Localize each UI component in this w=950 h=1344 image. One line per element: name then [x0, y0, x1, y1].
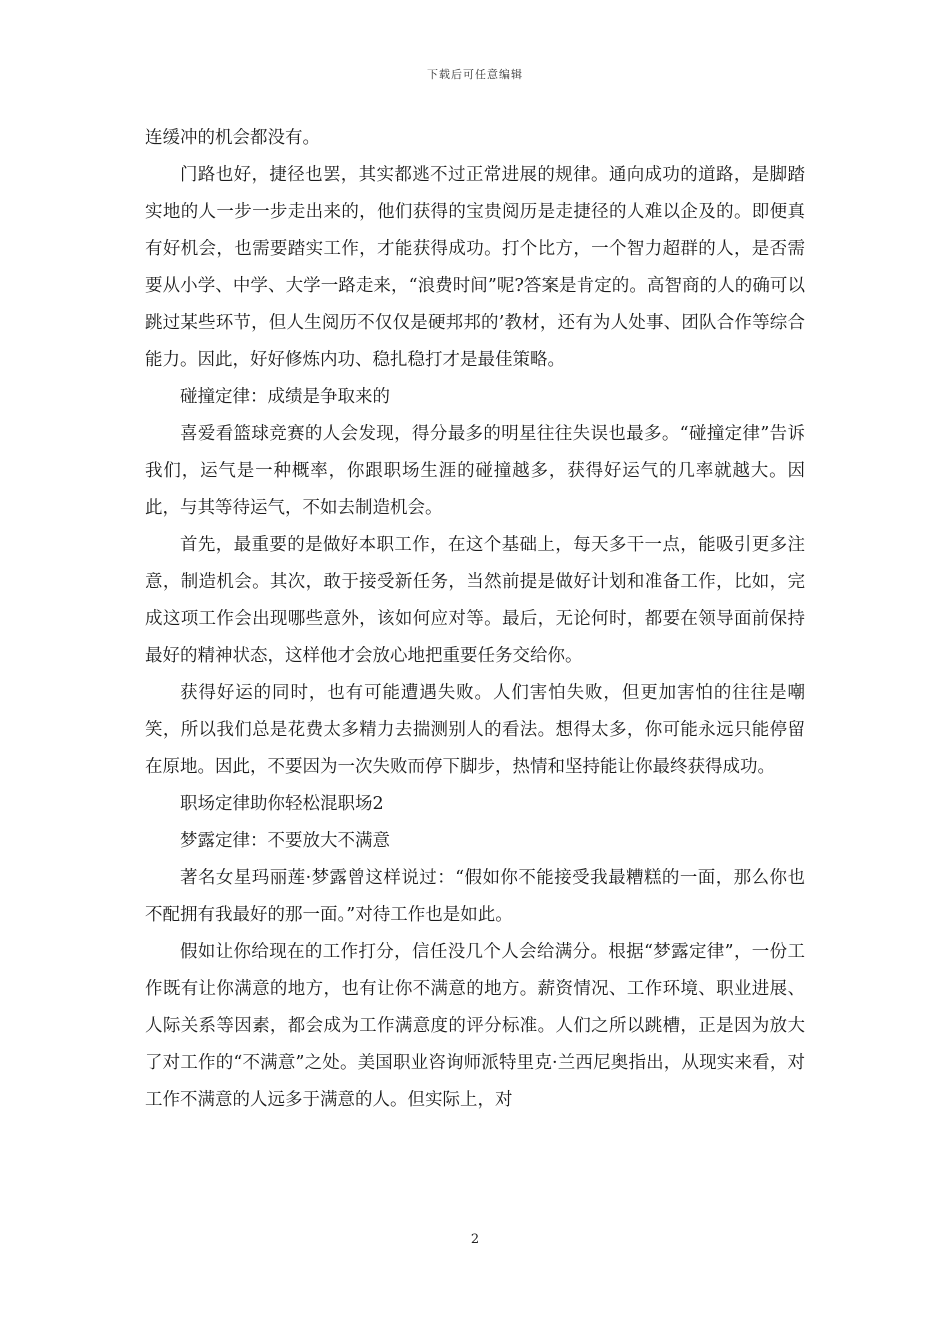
page-number: 2 — [470, 1232, 480, 1247]
paragraph-3: 喜爱看篮球竞赛的人会发现，得分最多的明星往往失误也最多。“碰撞定律”告诉我们，运气是一种概率，你跟职场生涯的碰撞越多，获得好运气的几率就越大。因此，与其等待运气，不如去制造机会。 — [145, 424, 805, 518]
document-body — [145, 120, 805, 1119]
paragraph-1: 连缓冲的机会都没有。 — [145, 128, 320, 148]
section-heading-collision-law: 碰撞定律：成绩是争取来的 — [180, 387, 390, 407]
section-heading-monroe-law: 梦露定律：不要放大不满意 — [180, 831, 390, 851]
section-title-part-2: 职场定律助你轻松混职场2 — [180, 794, 384, 814]
paragraph-2: 门路也好，捷径也罢，其实都逃不过正常进展的规律。通向成功的道路，是脚踏实地的人一步一步走出来的，他们获得的宝贵阅历是走捷径的人难以企及的。即便真有好机会，也需要踏实工作，才能获得成功。打个比方，一个智力超群的人，是否需要从小学、中学、大学一路走来，“浪费时间”呢?答案是肯定的。高智商的人的确可以跳过某些环节，但人生阅历不仅仅是硬邦邦的’教材，还有为人处事、团队合作等综合能力。因此，好好修炼内功、稳扎稳打才是最佳策略。 — [145, 165, 805, 370]
paragraph-6: 著名女星玛丽莲·梦露曾这样说过：“假如你不能接受我最糟糕的一面，那么你也不配拥有我最好的那一面。”对待工作也是如此。 — [145, 868, 805, 925]
paragraph-5: 获得好运的同时，也有可能遭遇失败。人们害怕失败，但更加害怕的往往是嘲笑，所以我们总是花费太多精力去揣测别人的看法。想得太多，你可能永远只能停留在原地。因此，不要因为一次失败而停下脚步，热情和坚持能让你最终获得成功。 — [145, 683, 805, 777]
paragraph-7: 假如让你给现在的工作打分，信任没几个人会给满分。根据“梦露定律”，一份工作既有让你满意的地方，也有让你不满意的地方。薪资情况、工作环境、职业进展、人际关系等因素，都会成为工作满意度的评分标准。人们之所以跳槽，正是因为放大了对工作的“不满意”之处。美国职业咨询师派特里克·兰西尼奥指出，从现实来看，对工作不满意的人远多于满意的人。但实际上，对 — [145, 942, 805, 1110]
paragraph-4: 首先，最重要的是做好本职工作，在这个基础上，每天多干一点，能吸引更多注意，制造机会。其次，敢于接受新任务，当然前提是做好计划和准备工作，比如，完成这项工作会出现哪些意外，该如何应对等。最后，无论何时，都要在领导面前保持最好的精神状态，这样他才会放心地把重要任务交给你。 — [145, 535, 805, 666]
page-header: 下载后可任意编辑 — [427, 68, 523, 81]
